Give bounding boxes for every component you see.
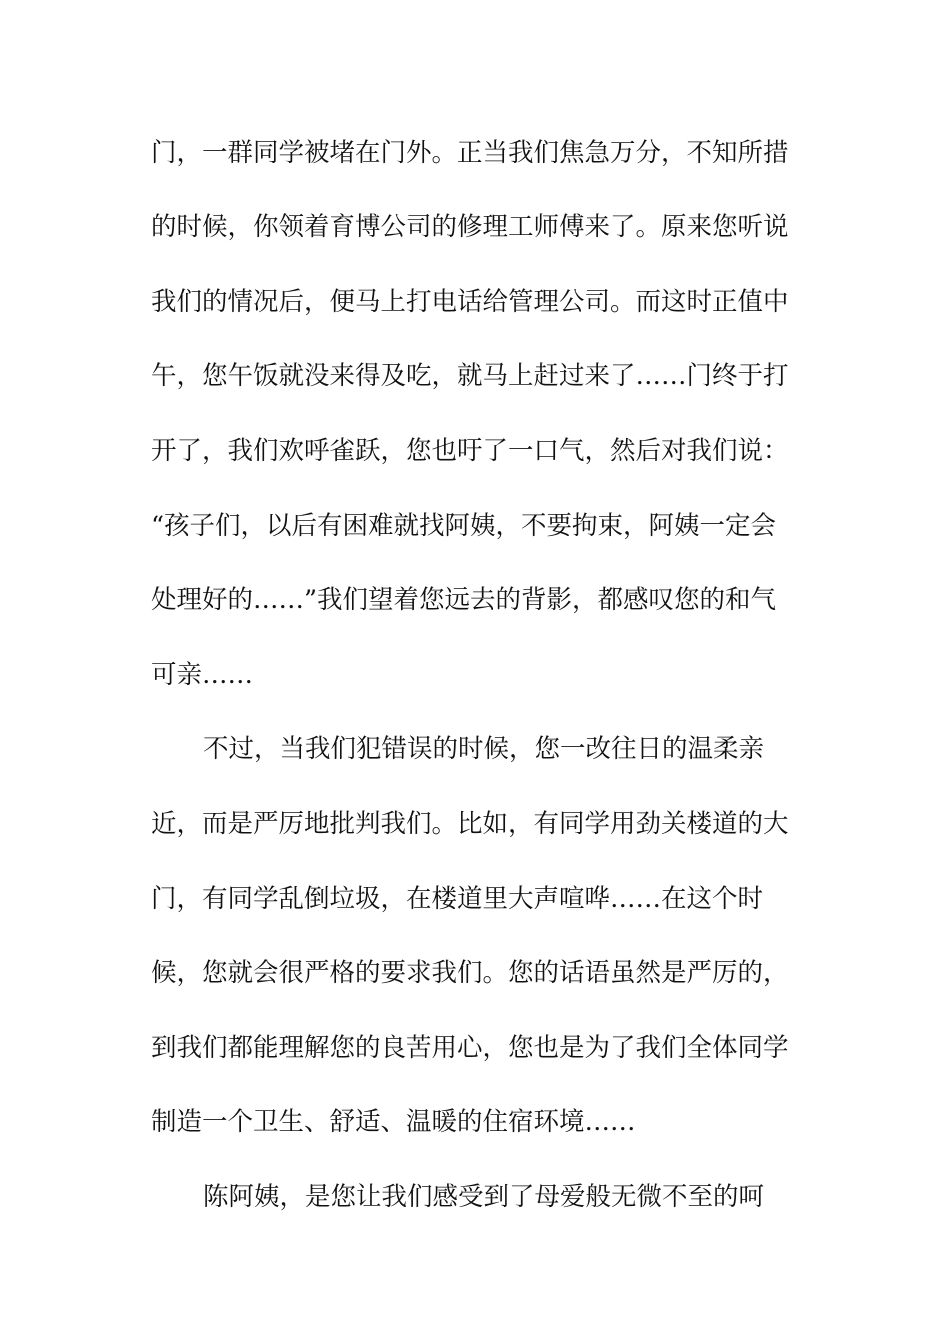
text-line: 处理好的……”我们望着您远去的背影，都感叹您的和气 [151, 585, 777, 615]
text-line: 陈阿姨，是您让我们感受到了母爱般无微不至的呵 [203, 1182, 765, 1212]
text-line: 午，您午饭就没来得及吃，就马上赶过来了……门终于打 [151, 361, 789, 391]
text-line: “孩子们，以后有困难就找阿姨，不要拘束，阿姨一定会 [151, 511, 777, 541]
text-line: 候，您就会很严格的要求我们。您的话语虽然是严厉的， [151, 958, 789, 988]
text-line: 门，有同学乱倒垃圾，在楼道里大声喧哗……在这个时 [151, 884, 764, 914]
text-line: 门，一群同学被堵在门外。正当我们焦急万分，不知所措 [151, 138, 789, 168]
text-line: 到我们都能理解您的良苦用心，您也是为了我们全体同学 [151, 1033, 789, 1063]
text-line: 可亲…… [151, 660, 254, 690]
text-line: 制造一个卫生、舒适、温暖的住宿环境…… [151, 1107, 636, 1137]
text-line: 的时候，你领着育博公司的修理工师傅来了。原来您听说 [151, 212, 789, 242]
text-line: 开了，我们欢呼雀跃，您也吁了一口气，然后对我们说： [151, 436, 789, 466]
text-line: 近，而是严厉地批判我们。比如，有同学用劲关楼道的大 [151, 809, 789, 839]
text-line: 我们的情况后，便马上打电话给管理公司。而这时正值中 [151, 287, 789, 317]
text-line: 不过，当我们犯错误的时候，您一改往日的温柔亲 [203, 734, 765, 764]
